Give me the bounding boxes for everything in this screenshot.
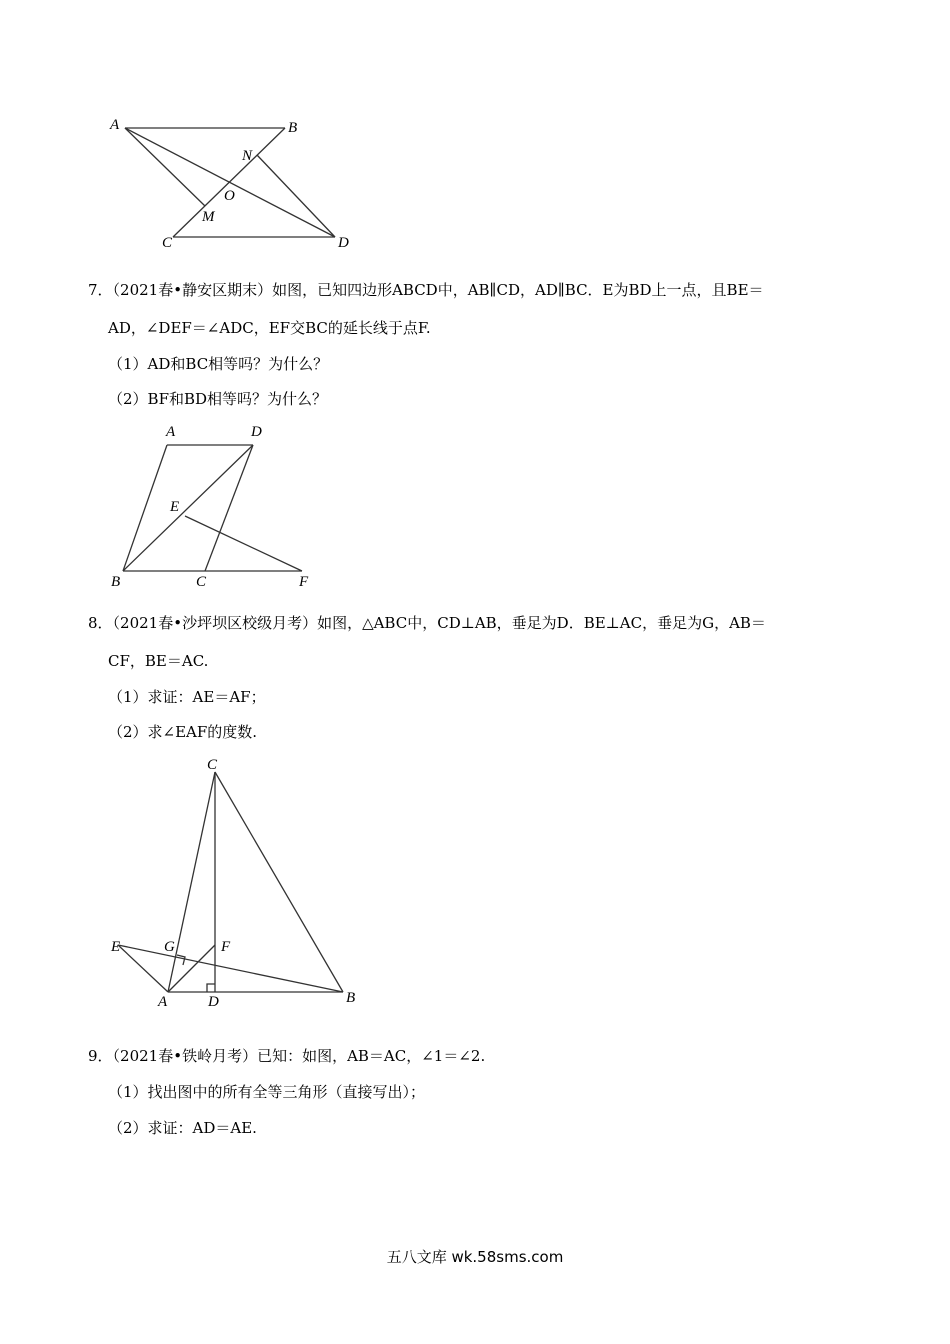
label-d: D xyxy=(338,235,349,251)
label-c: C xyxy=(162,235,173,251)
segment-dn xyxy=(257,155,335,237)
q7-line1: 7．（2021春•静安区期末）如图，已知四边形ABCD中，AB∥CD，AD∥BC．E为BD上一点，且BE＝ xyxy=(88,281,764,299)
label-c: C xyxy=(207,757,218,773)
segment-ef xyxy=(185,516,302,571)
segment-bd xyxy=(123,445,253,571)
label-m: M xyxy=(202,209,215,225)
segment-ad xyxy=(125,128,335,237)
label-g: G xyxy=(164,939,175,955)
q8-line2: CF，BE＝AC. xyxy=(108,652,209,670)
segment-am xyxy=(125,128,205,206)
q7-part1: （1）AD和BC相等吗？为什么？ xyxy=(108,355,329,373)
label-c: C xyxy=(196,574,207,590)
right-angle-mark-g xyxy=(177,955,185,965)
segment-ab xyxy=(123,445,167,571)
q8-part2: （2）求∠EAF的度数. xyxy=(108,723,258,741)
figure-parallelogram-abcd-nom xyxy=(100,110,370,260)
label-b: B xyxy=(288,120,298,136)
segment-af xyxy=(168,945,215,992)
label-a: A xyxy=(158,994,168,1010)
segment-eb xyxy=(118,945,343,992)
label-f: F xyxy=(221,939,231,955)
label-a: A xyxy=(166,424,176,440)
label-n: N xyxy=(242,148,253,164)
q8-line1: 8．（2021春•沙坪坝区校级月考）如图，△ABC中，CD⊥AB，垂足为D．BE⊥AC，垂足为G，AB＝ xyxy=(88,614,766,632)
label-b: B xyxy=(346,990,356,1006)
label-o: O xyxy=(224,188,235,204)
segment-ca xyxy=(168,772,215,992)
segment-bc xyxy=(173,128,285,237)
label-b: B xyxy=(111,574,121,590)
q9-part2: （2）求证：AD＝AE. xyxy=(108,1119,257,1137)
label-e: E xyxy=(111,939,121,955)
q7-part2: （2）BF和BD相等吗？为什么？ xyxy=(108,390,328,408)
page-footer: 五八文库 wk.58sms.com xyxy=(386,1248,564,1266)
q7-line2: AD，∠DEF＝∠ADC，EF交BC的延长线于点F. xyxy=(108,319,431,337)
right-angle-mark-d xyxy=(207,984,215,992)
label-a: A xyxy=(110,117,120,133)
label-e: E xyxy=(170,499,180,515)
q9-part1: （1）找出图中的所有全等三角形（直接写出）； xyxy=(108,1083,426,1101)
segment-ea xyxy=(118,945,168,992)
figure-q8-triangle-abc xyxy=(100,752,370,1012)
segment-cb xyxy=(215,772,343,992)
figure-q7-abcdef xyxy=(100,418,330,593)
label-d: D xyxy=(208,994,219,1010)
segment-dc xyxy=(205,445,253,571)
label-f: F xyxy=(299,574,309,590)
q8-part1: （1）求证：AE＝AF； xyxy=(108,688,266,706)
q9-line1: 9．（2021春•铁岭月考）已知：如图，AB＝AC，∠1＝∠2. xyxy=(88,1047,486,1065)
label-d: D xyxy=(251,424,262,440)
